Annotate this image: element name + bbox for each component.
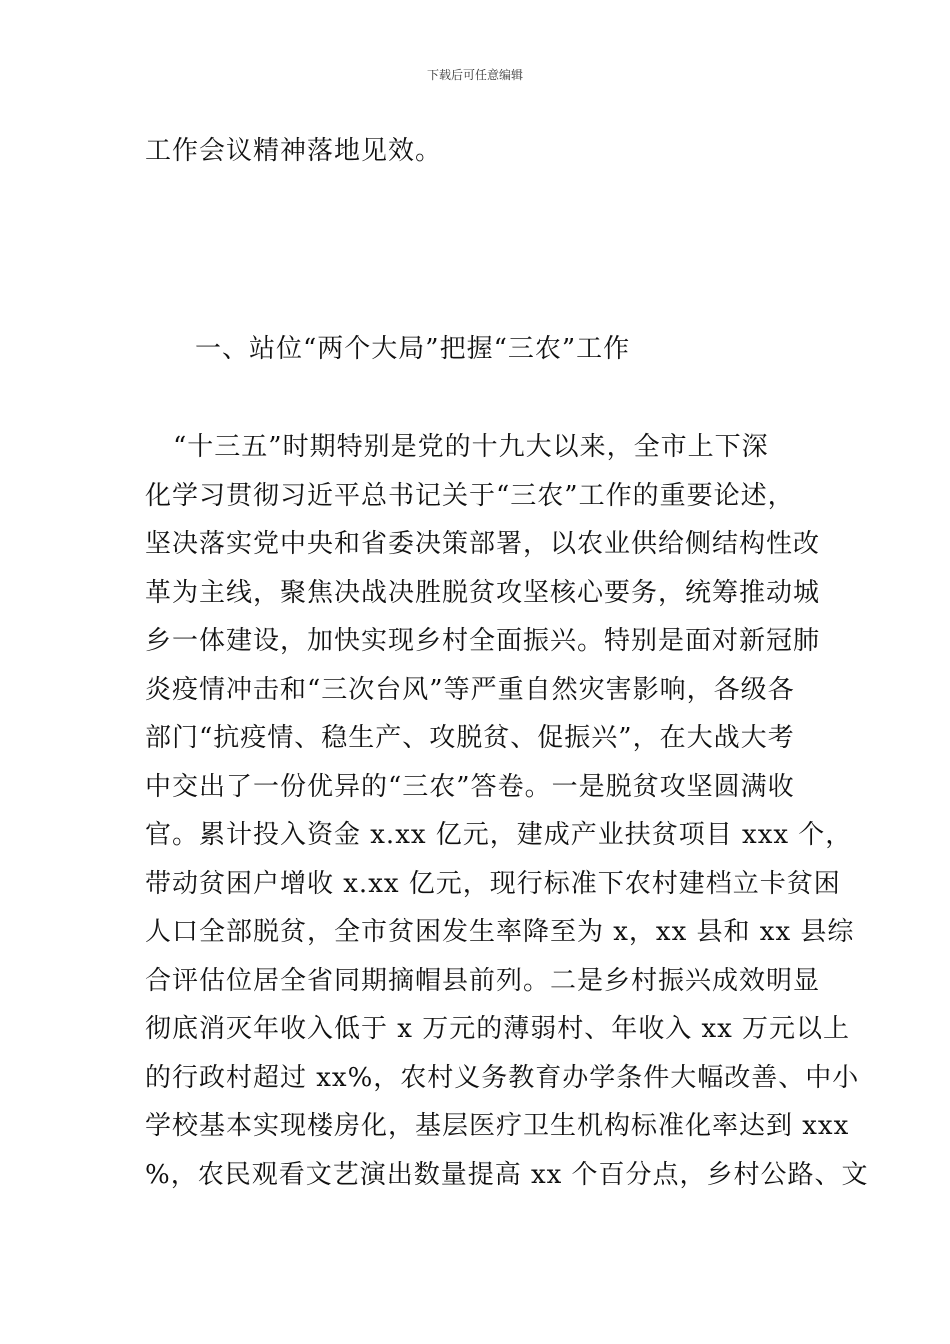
paragraph-line: 乡一体建设，加快实现乡村全面振兴。特别是面对新冠肺 <box>145 626 821 656</box>
paragraph-line: 的行政村超过 xx%，农村义务教育办学条件大幅改善、中小 <box>145 1062 860 1093</box>
paragraph-line: 化学习贯彻习近平总书记关于“三农”工作的重要论述， <box>145 480 795 511</box>
body-paragraph <box>145 432 869 1208</box>
page-header-note: 下载后可任意编辑 <box>426 68 523 82</box>
paragraph-line: 带动贫困户增收 x.xx 亿元，现行标准下农村建档立卡贫困 <box>145 868 841 899</box>
paragraph-line: 官。累计投入资金 x.xx 亿元，建成产业扶贫项目 xxx 个， <box>145 820 853 850</box>
continuation-line: 工作会议精神落地见效。 <box>145 136 443 166</box>
paragraph-line: 炎疫情冲击和“三次台风”等严重自然灾害影响，各级各 <box>145 674 795 705</box>
paragraph-line: 人口全部脱贫，全市贫困发生率降至为 x，xx 县和 xx 县综 <box>145 917 855 947</box>
paragraph-line: 彻底消灭年收入低于 x 万元的薄弱村、年收入 xx 万元以上 <box>145 1014 851 1044</box>
paragraph-line: 坚决落实党中央和省委决策部署，以农业供给侧结构性改 <box>145 529 821 559</box>
paragraph-line: 合评估位居全省同期摘帽县前列。二是乡村振兴成效明显 <box>145 965 821 996</box>
paragraph-line: 中交出了一份优异的“三农”答卷。一是脱贫攻坚圆满收 <box>145 771 795 802</box>
section-heading: 一、站位“两个大局”把握“三农”工作 <box>195 334 631 364</box>
paragraph-line: “十三五”时期特别是党的十九大以来，全市上下深 <box>173 432 769 462</box>
paragraph-line: 学校基本实现楼房化，基层医疗卫生机构标准化率达到 xxx <box>145 1111 850 1141</box>
paragraph-line: 部门“抗疫情、稳生产、攻脱贫、促振兴”，在大战大考 <box>145 723 795 753</box>
paragraph-line: %，农民观看文艺演出数量提高 xx 个百分点，乡村公路、文 <box>145 1159 869 1190</box>
paragraph-line: 革为主线，聚焦决战决胜脱贫攻坚核心要务，统筹推动城 <box>145 577 821 608</box>
